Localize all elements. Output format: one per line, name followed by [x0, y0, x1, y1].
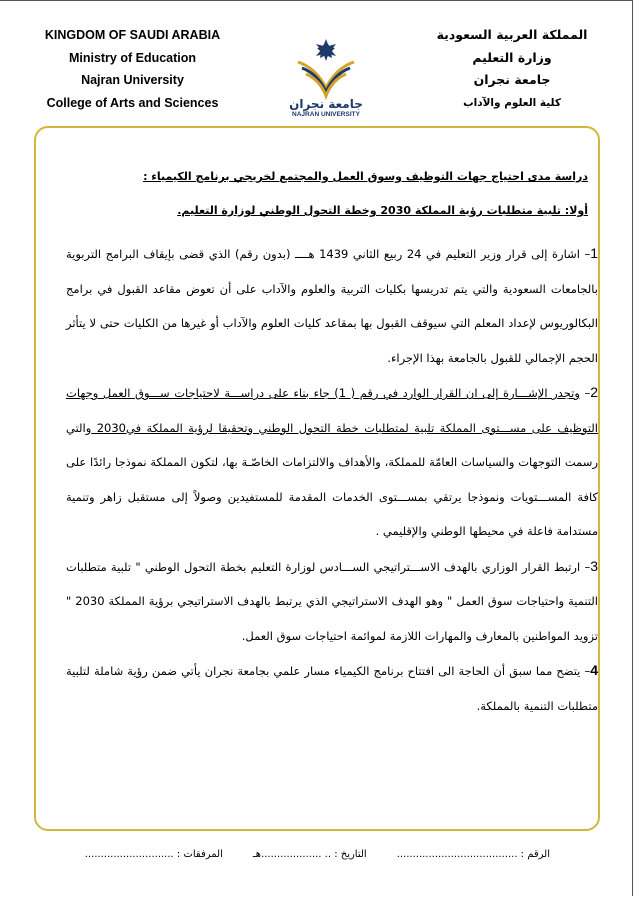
- paragraph-number: 1: [590, 245, 598, 261]
- header-english: [30, 24, 235, 114]
- footer-number-field: الرقم : ......................................: [396, 849, 550, 860]
- paragraph-text: ارتبط القرار الوزاري بالهدف الاســـتراتيجي الســـادس لوزارة التعليم بخطة التحول الوطني " تلبية متطلبات التنمية واحتياجات سوق العمل " وهو الهدف الاستراتيجي الذي يرتبط بالهدف الاستراتيجي برؤية المملكة 2030 " تزويد المواطنين بالمعارف والمهارات اللازمة لموائمة احتياجات سوق العمل.: [66, 559, 598, 643]
- paragraph-2: 2– وتجدر الإشـــارة إلى ان القرار الوارد في رقم ( 1) جاء بناء على دراســـة لاحتياجات ســـوق العمل وجهات التوظيف على مســـتوى المملكة تلبية لمتطلبات خطة التحول الوطني وتحقيقا لرؤية المملكة في2030 والتي رسمت التوجهات والسياسات العامّة للمملكة، والأهداف والالتزامات الخاصّـة بها، لتكون المملكة نموذجا رائدًا على كافة المســـتويات ونموذجا يرتقي بمســـتوى الخدمات المقدمة للمستفيدين وصولاً إلى مستقبل زاهر وتنمية مستدامة فاعلة في محيطها الوطني والإقليمي .: [66, 384, 599, 538]
- header-ar-university: جامعة نجران: [473, 72, 551, 87]
- header-ar-college: كلية العلوم والآداب: [463, 96, 561, 109]
- header-en-university: Najran University: [81, 73, 184, 87]
- svg-text:NAJRAN UNIVERSITY: NAJRAN UNIVERSITY: [292, 111, 360, 118]
- footer-attachments-field: المرفقات : ............................: [84, 849, 223, 860]
- footer-date-field: التاريخ : .. ...................هـ: [252, 849, 367, 860]
- paragraph-number: 4: [590, 662, 598, 678]
- paragraph-text: يتضح مما سبق أن الحاجة الى افتتاح برنامج الكيمياء مسار علمي بجامعة نجران يأتي ضمن رؤية شاملة لتلبية متطلبات التنمية بالمملكة.: [66, 664, 598, 713]
- najran-university-logo-icon: [278, 36, 374, 118]
- svg-text:جامعة نجران: جامعة نجران: [289, 97, 363, 111]
- section-heading: أولا: تلبية متطلبات رؤية المملكة 2030 وخطة التحول الوطني لوزارة التعليم.: [177, 204, 588, 217]
- paragraph-underlined-text: وتجدر الإشـــارة إلى ان القرار الوارد في رقم ( 1) جاء بناء على دراســـة لاحتياجات ســـوق العمل وجهات التوظيف على مســـتوى المملكة تلبية لمتطلبات خطة التحول الوطني وتحقيقا لرؤية المملكة في2030: [66, 386, 598, 435]
- header-ar-ministry: وزارة التعليم: [472, 49, 552, 65]
- paragraph-text: اشارة إلى قرار وزير التعليم في 24 ربيع الثاني 1439 هــــ (بدون رقم) الذي قضى بإيقاف البرامج التربوية بالجامعات السعودية والتي يتم تدريسها بكليات التربية والعلوم والآداب على أن تعوض مقاعد القبول في برامج البكالوريوس لإعداد المعلم التي سيوقف القبول بها بمقاعد كليات العلوم والآداب أو غيرها من الكليات حتى لا يتأثر الحجم الإجمالي للقبول بالجامعة بهذا الإجراء.: [66, 247, 598, 365]
- footer: [84, 849, 550, 860]
- paragraph-4: 4– يتضح مما سبق أن الحاجة الى افتتاح برنامج الكيمياء مسار علمي بجامعة نجران يأتي ضمن رؤية شاملة لتلبية متطلبات التنمية بالمملكة.: [66, 662, 598, 713]
- paragraph-3: 3– ارتبط القرار الوزاري بالهدف الاســـتراتيجي الســـادس لوزارة التعليم بخطة التحول الوطني " تلبية متطلبات التنمية واحتياجات سوق العمل " وهو الهدف الاستراتيجي الذي يرتبط بالهدف الاستراتيجي برؤية المملكة 2030 " تزويد المواطنين بالمعارف والمهارات اللازمة لموائمة احتياجات سوق العمل.: [66, 557, 599, 643]
- header-en-kingdom: KINGDOM OF SAUDI ARABIA: [44, 28, 221, 42]
- header-arabic: [432, 24, 592, 114]
- logo-star-icon: [316, 39, 336, 61]
- document-body: [66, 170, 598, 723]
- paragraph-number: 3: [590, 557, 599, 574]
- header-en-ministry: Ministry of Education: [68, 50, 197, 65]
- header-ar-kingdom: المملكة العربية السعودية: [436, 27, 588, 42]
- paragraph-1: 1– اشارة إلى قرار وزير التعليم في 24 ربيع الثاني 1439 هــــ (بدون رقم) الذي قضى بإيقاف البرامج التربوية بالجامعات السعودية والتي يتم تدريسها بكليات التربية والعلوم والآداب على أن تعوض مقاعد القبول في برامج البكالوريوس لإعداد المعلم التي سيوقف القبول بها بمقاعد كليات العلوم والآداب أو غيرها من الكليات حتى لا يتأثر الحجم الإجمالي للقبول بالجامعة بهذا الإجراء.: [66, 245, 598, 365]
- header-en-college: College of Arts and Sciences: [46, 95, 219, 110]
- document-title: دراسة مدى احتياج جهات التوظيف وسوق العمل والمجتمع لخريجي برنامج الكيمياء :: [143, 170, 588, 183]
- paragraph-number: 2: [590, 384, 599, 400]
- paragraph-text: والتي رسمت التوجهات والسياسات العامّة للمملكة، والأهداف والالتزامات الخاصّـة بها، لتكون المملكة نموذجا رائدًا على كافة المســـتويات ونموذجا يرتقي بمســـتوى الخدمات المقدمة للمستفيدين وصولاً إلى مستقبل زاهر وتنمية مستدامة فاعلة في محيطها الوطني والإقليمي .: [66, 420, 598, 538]
